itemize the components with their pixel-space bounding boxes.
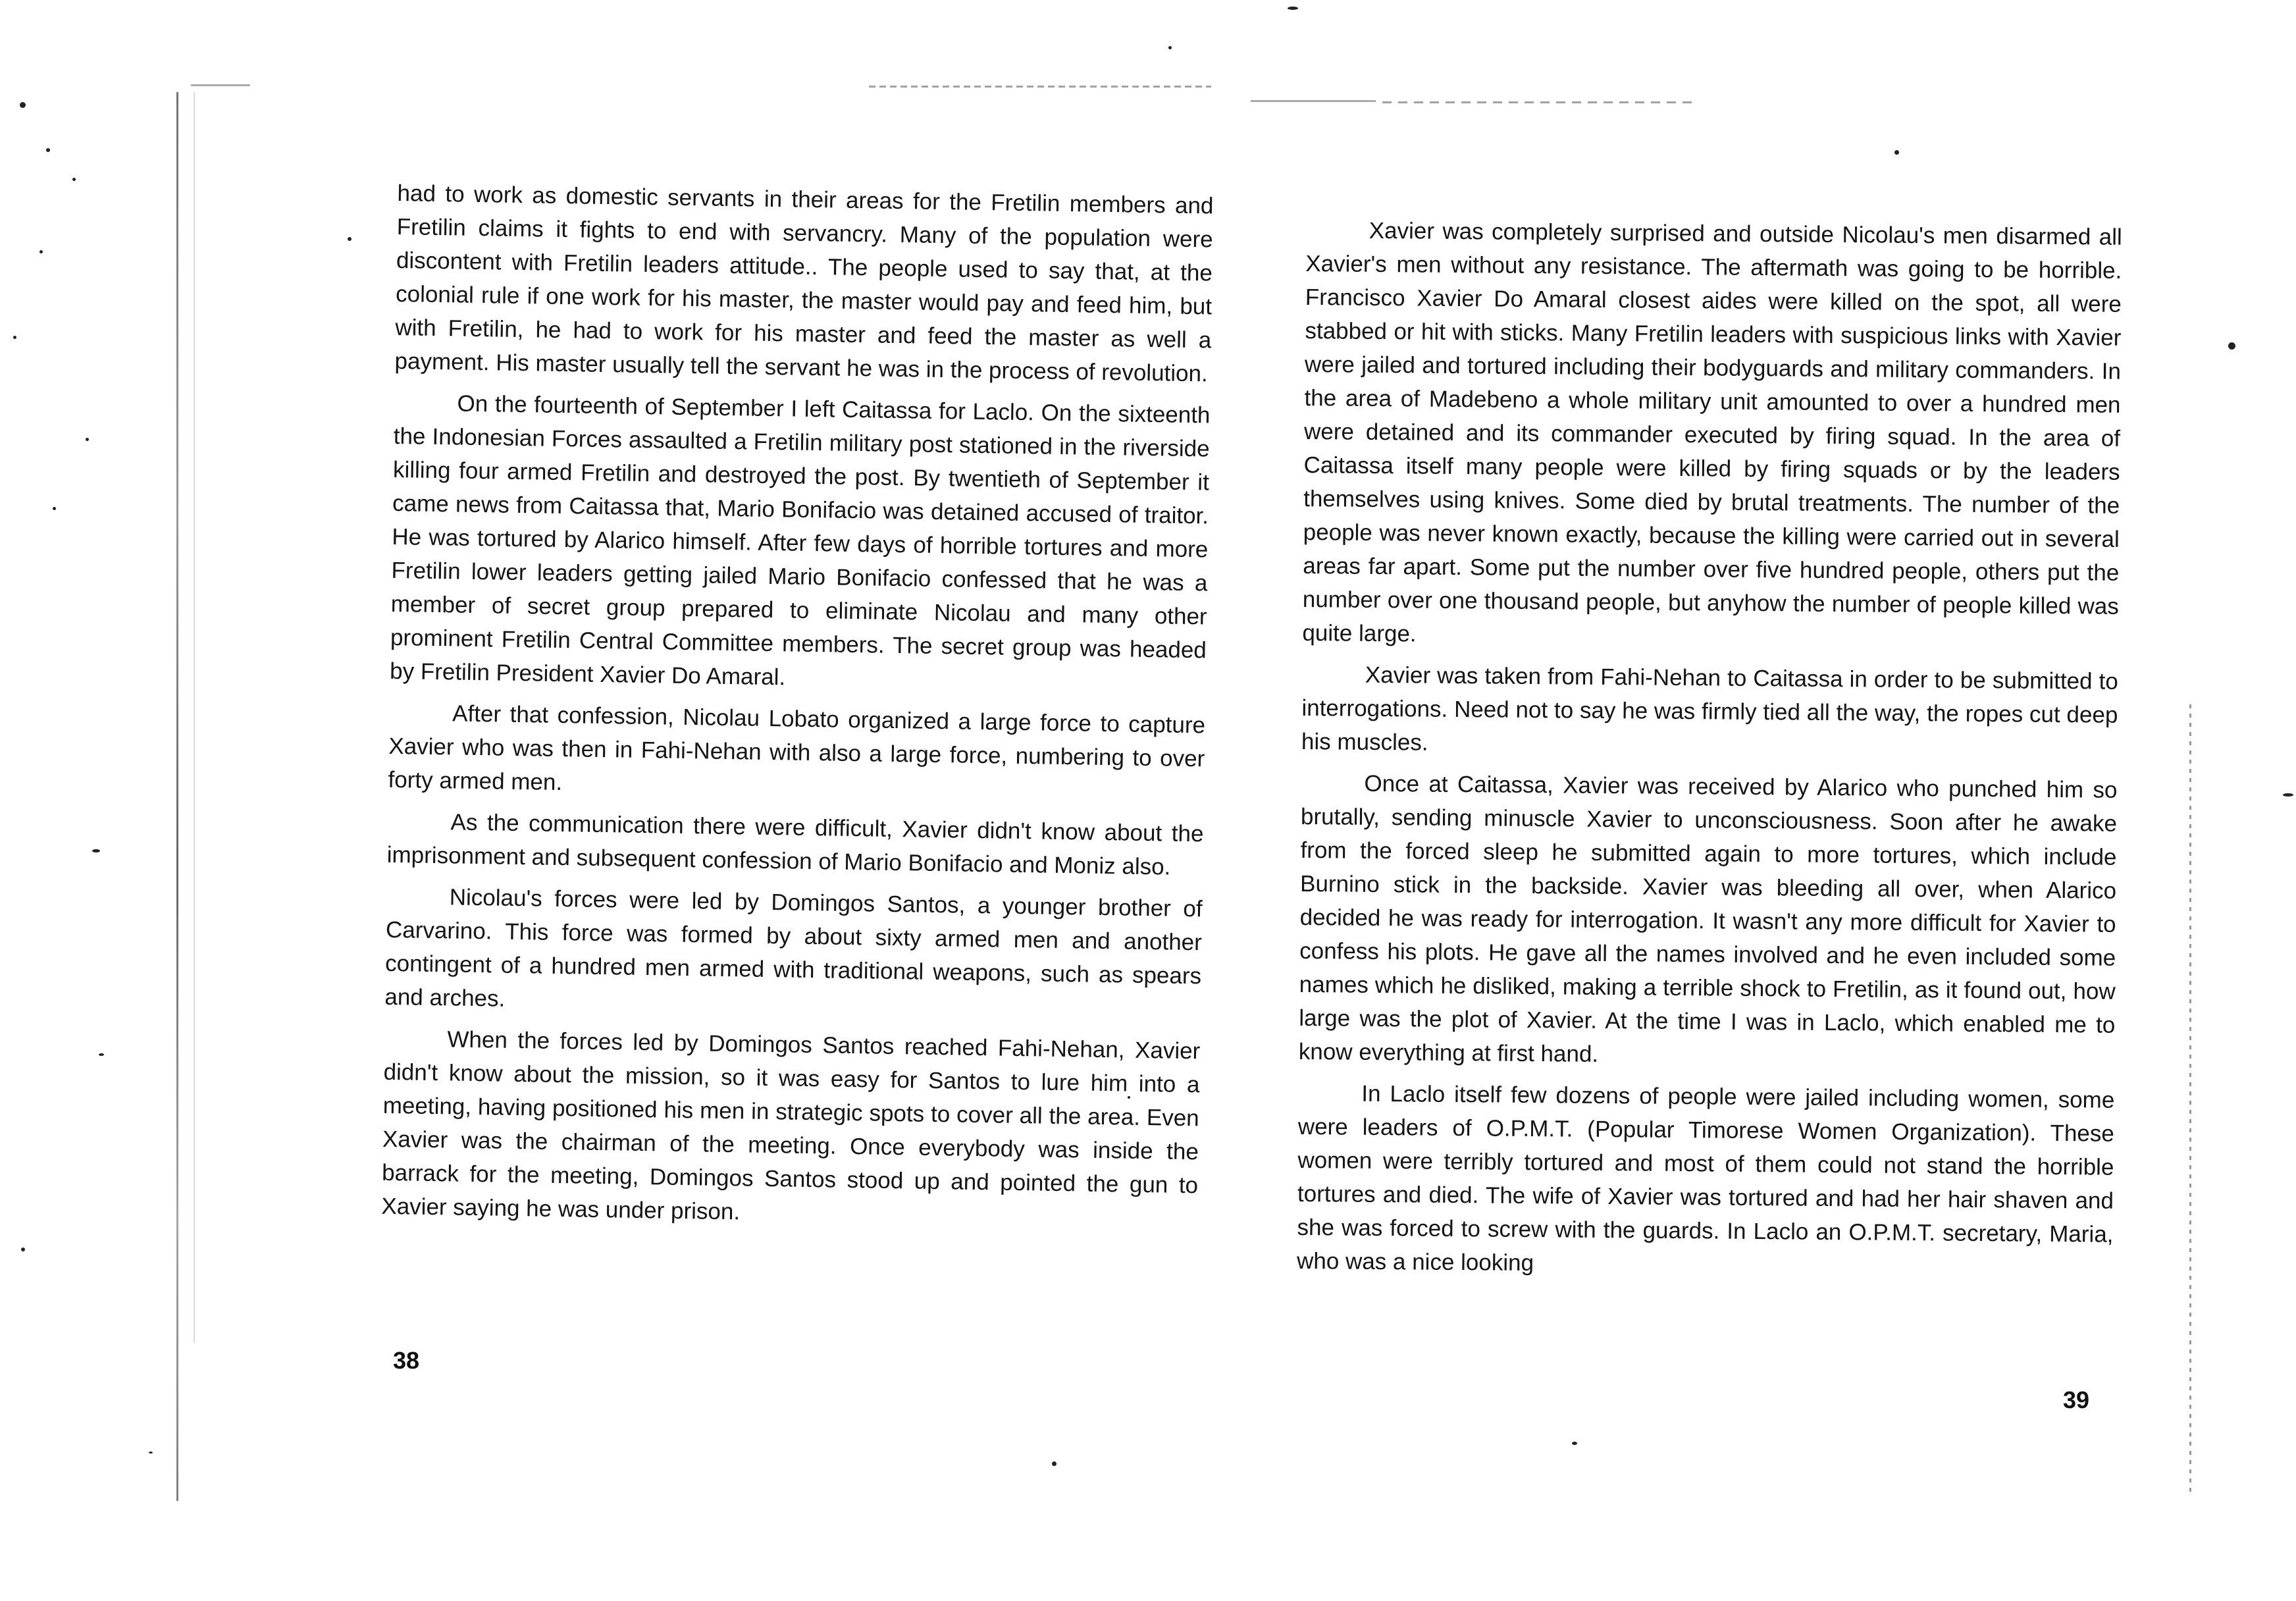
scan-artifact-line xyxy=(1251,100,1376,102)
scan-artifact-line xyxy=(1382,101,1698,103)
paragraph: had to work as domestic servants in their areas for the Fretilin members and Fretilin claims it fights to end with servancry. Many of the population were discontent with Fretilin leaders attitude.. The people used to say that, at the colonial rule if one work for his master, the master would pay and feed him, but with Fretilin, he had to work for his master and feed the master as well a payment. His master usually tell the servant he was in the process of revolution. xyxy=(394,180,1214,387)
page-number-left: 38 xyxy=(393,1347,420,1374)
scan-artifact-line xyxy=(191,84,250,86)
scan-speck xyxy=(13,336,16,339)
paragraph: In Laclo itself few dozens of people were jailed including women, some were leaders of O.P.M.T. (Popular Timorese Women Organization). These women were terribly tortured and most of them could not stand the horrible tortures and died. The wife of Xavier was tortured and had her hair shaven and she was forced to screw with the guards. In Laclo an O.P.M.T. secretary, Maria, who was a nice looking xyxy=(1296,1080,2115,1276)
scan-speck xyxy=(46,148,50,152)
binding-edge xyxy=(176,92,178,1501)
scan-speck xyxy=(20,102,26,108)
paragraph: After that confession, Nicolau Lobato organized a large force to capture Xavier who was then in Fahi-Nehan with also a large force, numbering to over forty armed men. xyxy=(388,700,1206,796)
left-page-text xyxy=(381,176,1214,1244)
scan-speck xyxy=(1168,46,1172,49)
scan-speck xyxy=(149,1452,153,1454)
scan-speck xyxy=(2228,342,2235,350)
page-number-right: 39 xyxy=(2063,1386,2090,1413)
paragraph: When the forces led by Domingos Santos reached Fahi-Nehan, Xavier didn't know about the mission, so it was easy for Santos to lure him into a meeting, having positioned his men in strategic spots to cover all the area. Even Xavier was the chairman of the meeting. Once everybody was inside the barrack for the meeting, Domingos Santos stood up and pointed the gun to Xavier saying he was under prison. xyxy=(381,1026,1201,1225)
binding-edge-shadow xyxy=(194,92,195,1343)
paragraph: Xavier was completely surprised and outside Nicolau's men disarmed all Xavier's men without any resistance. The aftermath was going to be horrible. Francisco Xavier Do Amaral closest aides were killed on the spot, all were stabbed or hit with sticks. Many Fretilin leaders with suspicious links with Xavier were jailed and tortured including their bodyguards and military commanders. In the area of Madebeno a whole military unit amounted to over a hundred men were detained and its commander executed by firing squad. In the area of Caitassa itself many people were killed by firing squads or by the leaders themselves using knives. Some died by brutal treatments. The number of the people was never known exactly, because the killing were carried out in several areas far apart. Some put the number over five hundred people, others put the number over one thousand people, but anyhow the number of people killed was quite large. xyxy=(1302,217,2122,647)
scan-speck xyxy=(348,237,352,241)
scan-speck xyxy=(1288,7,1298,10)
scan-speck xyxy=(92,849,100,853)
paragraph: As the communication there were difficult, Xavier didn't know about the imprisonment and subsequent confession of Mario Bonifacio and Moniz also. xyxy=(386,809,1204,880)
scan-speck xyxy=(53,507,56,510)
paragraph: Nicolau's forces were led by Domingos Santos, a younger brother of Carvarino. This force was formed by about sixty armed men and another contingent of a hundred men armed with traditional weapons, such as spears and arches. xyxy=(384,884,1203,1012)
paragraph: On the fourteenth of September I left Caitassa for Laclo. On the sixteenth the Indonesian Forces assaulted a Fretilin military post stationed in the riverside killing four armed Fretilin and destroyed the post. By twentieth of September it came news from Caitassa that, Mario Bonifacio was detained accused of traitor. He was tortured by Alarico himself. After few days of horrible tortures and more Fretilin lower leaders getting jailed Mario Bonifacio confessed that he was a member of secret group prepared to eliminate Nicolau and many other prominent Fretilin Central Committee members. The secret group was headed by Fretilin President Xavier Do Amaral. xyxy=(389,390,1211,691)
right-page-text xyxy=(1297,213,2122,1293)
scan-speck xyxy=(21,1247,25,1251)
scan-speck xyxy=(1572,1442,1577,1445)
scan-speck xyxy=(86,438,89,441)
page-edge-right xyxy=(2189,704,2191,1494)
scan-speck xyxy=(1894,150,1899,155)
scan-speck xyxy=(1052,1461,1057,1466)
scan-speck xyxy=(72,178,76,181)
scan-speck xyxy=(2283,793,2293,797)
scan-artifact-line xyxy=(869,86,1211,88)
paragraph: Once at Caitassa, Xavier was received by Alarico who punched him so brutally, sending minuscle Xavier to unconsciousness. Soon after he awake from the forced sleep he submitted again to more tortures, which include Burnino stick in the backside. Xavier was bleeding all over, when Alarico decided he was ready for interrogation. It wasn't any more difficult for Xavier to confess his plots. He gave all the names involved and he even included some names which he disliked, making a terrible shock to Fretilin, as it found out, how large was the plot of Xavier. At the time I was in Laclo, which enabled me to know everything at first hand. xyxy=(1298,770,2118,1067)
scan-speck xyxy=(39,250,43,253)
scan-speck xyxy=(99,1053,104,1056)
paragraph: Xavier was taken from Fahi-Nehan to Caitassa in order to be submitted to interrogations. Need not to say he was firmly tied all the way, the ropes cut deep his muscles. xyxy=(1301,662,2119,756)
